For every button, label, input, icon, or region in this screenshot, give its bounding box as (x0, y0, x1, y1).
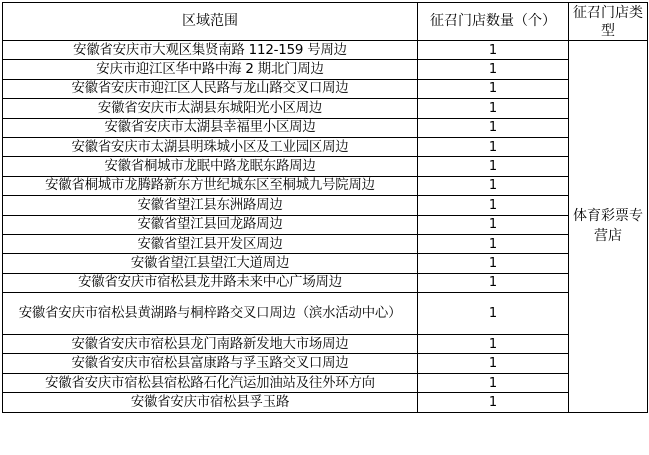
table-row (3, 273, 648, 292)
count-cell: 1 (418, 393, 569, 412)
area-cell: 安庆市迎江区华中路中海 2 期北门周边 (3, 60, 418, 79)
count-cell: 1 (418, 373, 569, 392)
count-cell: 1 (418, 118, 569, 137)
area-cell: 安徽省安庆市宿松县黄湖路与桐梓路交叉口周边（滨水活动中心） (3, 293, 418, 335)
area-cell: 安徽省安庆市宿松县宿松路石化汽运加油站及往外环方向 (3, 373, 418, 392)
table-row (3, 335, 648, 354)
area-cell: 安徽省桐城市龙腾路新东方世纪城东区至桐城九号院周边 (3, 176, 418, 195)
store-recruitment-table (2, 2, 648, 413)
table-row (3, 254, 648, 273)
area-cell: 安徽省望江县回龙路周边 (3, 215, 418, 234)
count-cell: 1 (418, 176, 569, 195)
table-row (3, 176, 648, 195)
count-cell: 1 (418, 273, 569, 292)
header-row (3, 3, 648, 41)
area-cell: 安徽省望江县望江大道周边 (3, 254, 418, 273)
count-cell: 1 (418, 41, 569, 60)
header-count: 征召门店数量（个） (418, 3, 569, 41)
count-cell: 1 (418, 196, 569, 215)
table-row (3, 79, 648, 98)
area-cell: 安徽省安庆市大观区集贤南路 112-159 号周边 (3, 41, 418, 60)
area-cell: 安徽省桐城市龙眠中路龙眠东路周边 (3, 157, 418, 176)
area-cell: 安徽省安庆市太湖县明珠城小区及工业园区周边 (3, 137, 418, 156)
table-row (3, 137, 648, 156)
count-cell: 1 (418, 79, 569, 98)
area-cell: 安徽省安庆市宿松县孚玉路 (3, 393, 418, 412)
area-cell: 安徽省安庆市迎江区人民路与龙山路交叉口周边 (3, 79, 418, 98)
table-row (3, 234, 648, 253)
count-cell: 1 (418, 137, 569, 156)
count-cell: 1 (418, 234, 569, 253)
count-cell: 1 (418, 60, 569, 79)
table-row (3, 215, 648, 234)
table-body (3, 41, 648, 413)
count-cell: 1 (418, 335, 569, 354)
table-row (3, 157, 648, 176)
table-row (3, 354, 648, 373)
area-cell: 安徽省安庆市太湖县东城阳光小区周边 (3, 99, 418, 118)
area-cell: 安徽省望江县东洲路周边 (3, 196, 418, 215)
table-row (3, 118, 648, 137)
count-cell: 1 (418, 293, 569, 335)
count-cell: 1 (418, 215, 569, 234)
header-type: 征召门店类型 (569, 3, 648, 41)
table-row (3, 60, 648, 79)
table-row (3, 293, 648, 335)
table-row (3, 196, 648, 215)
area-cell: 安徽省安庆市宿松县龙门南路新发地大市场周边 (3, 335, 418, 354)
count-cell: 1 (418, 354, 569, 373)
header-area: 区域范围 (3, 3, 418, 41)
area-cell: 安徽省望江县开发区周边 (3, 234, 418, 253)
table-row (3, 99, 648, 118)
count-cell: 1 (418, 254, 569, 273)
count-cell: 1 (418, 99, 569, 118)
area-cell: 安徽省安庆市太湖县幸福里小区周边 (3, 118, 418, 137)
store-type-cell: 体育彩票专营店 (569, 41, 648, 413)
area-cell: 安徽省安庆市宿松县龙井路未来中心广场周边 (3, 273, 418, 292)
count-cell: 1 (418, 157, 569, 176)
table-row (3, 41, 648, 60)
table-row (3, 393, 648, 412)
table-row (3, 373, 648, 392)
area-cell: 安徽省安庆市宿松县富康路与孚玉路交叉口周边 (3, 354, 418, 373)
